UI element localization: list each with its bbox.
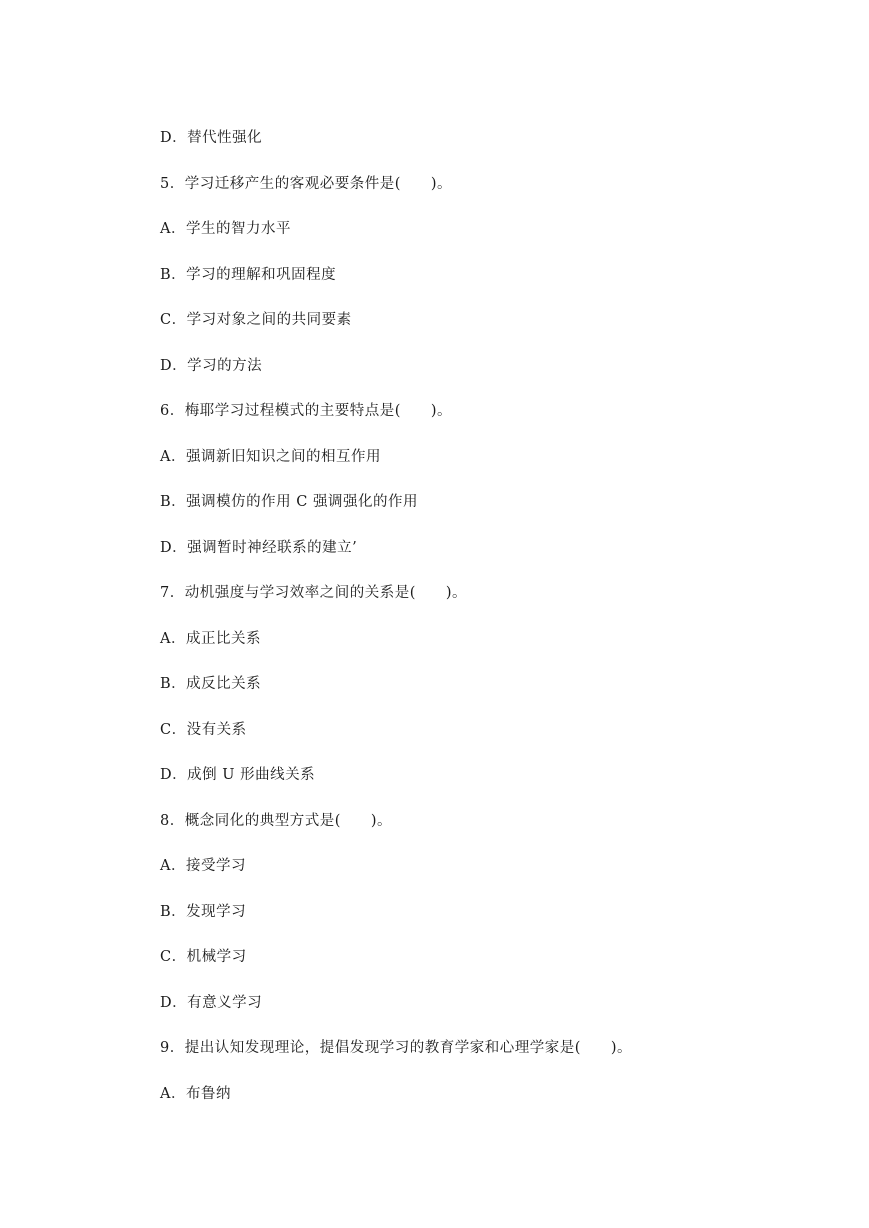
option-5c: C．学习对象之间的共同要素	[160, 312, 352, 328]
question-7: 7．动机强度与学习效率之间的关系是( )。	[160, 585, 468, 601]
option-4d: D．替代性强化	[160, 130, 263, 146]
option-8d: D．有意义学习	[160, 994, 263, 1011]
question-5: 5．学习迁移产生的客观必要条件是( )。	[160, 175, 453, 192]
option-8a: A．接受学习	[160, 858, 246, 874]
option-5b: B．学习的理解和巩固程度	[160, 266, 337, 283]
option-6bc: B．强调模仿的作用 C 强调强化的作用	[160, 494, 418, 510]
option-7c: C．没有关系	[160, 721, 247, 738]
option-5d: D．学习的方法	[160, 357, 263, 374]
option-5a: A．学生的智力水平	[160, 221, 291, 237]
question-9: 9．提出认知发现理论，提倡发现学习的教育学家和心理学家是( )。	[160, 1040, 633, 1056]
question-list	[160, 127, 840, 1128]
question-8: 8．概念同化的典型方式是( )。	[160, 812, 393, 829]
option-8b: B．发现学习	[160, 903, 247, 920]
option-9a: A．布鲁纳	[160, 1085, 231, 1102]
option-7b: B．成反比关系	[160, 676, 262, 692]
option-7a: A．成正比关系	[160, 630, 261, 647]
question-6: 6．梅耶学习过程模式的主要特点是( )。	[160, 403, 453, 419]
option-6a: A．强调新旧知识之间的相互作用	[160, 448, 381, 465]
option-6d: D．强调暂时神经联系的建立’	[160, 539, 358, 556]
option-7d: D．成倒 U 形曲线关系	[160, 767, 316, 783]
option-8c: C．机械学习	[160, 949, 247, 965]
